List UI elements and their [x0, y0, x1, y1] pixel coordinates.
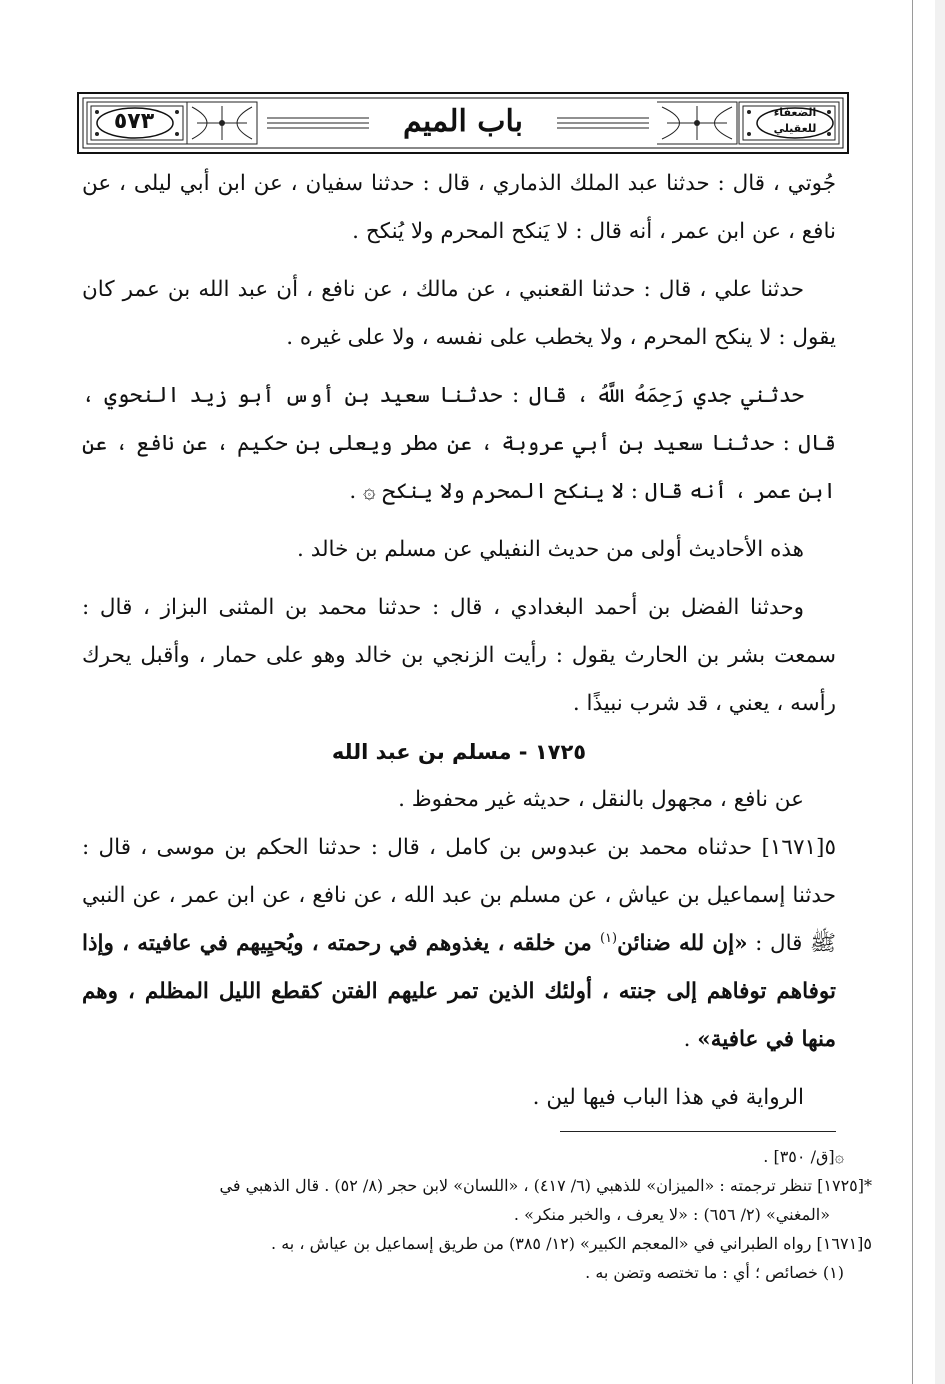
paragraph-7 [82, 824, 836, 1064]
chapter-title: باب الميم [402, 104, 523, 139]
footnote-1725: *[١٧٢٥] تنظر ترجمته : «الميزان» للذهبي (٦/ ٤١٧) ، «اللسان» لابن حجر (٨/ ٥٢) . قال الذهبي في [219, 1176, 872, 1195]
page-edge-shade [935, 0, 945, 1384]
paragraph-4: هذه الأحاديث أولى من حديث النفيلي عن مسلم بن خالد . [297, 537, 804, 562]
footnote-manuscript: ۞[ق/ ٣٥٠] . [763, 1147, 844, 1166]
book-name-line2: للعقيلي [773, 122, 817, 135]
book-name-line1: الضعفاء [773, 106, 817, 119]
page-edge-line [912, 0, 913, 1384]
footnote-divider [560, 1131, 836, 1132]
hadith-matn-start: «إن لله ضنائن [617, 931, 748, 956]
paragraph-6: عن نافع ، مجهول بالنقل ، حديثه غير محفوظ . [398, 787, 804, 812]
paragraph-3: حدثني جدي رَحِمَهُ اللَّهُ ، قال : حدثنا سعيد بن أوس أبو زيد النحوي ، قال : حدثنا سعيد بن أبي عروبة ، عن مطر ويعلى بن حكيم ، عن نافع ، عن ابن عمر ، أنه قال : لا ينكح المحرم ولا ينكح ۞ . [82, 383, 836, 504]
page-number: ٥٧٣ [113, 109, 155, 134]
footnote-1671: ٥[١٦٧١] رواه الطبراني في «المعجم الكبير» (١٢/ ٣٨٥) من طريق إسماعيل بن عياش ، به . [271, 1234, 872, 1253]
entry-title: ١٧٢٥ - مسلم بن عبد الله [331, 740, 587, 764]
hadith-matn: من خلقه ، يغذوهم في رحمته ، ويُحيِيهم في عافيته ، وإذا توفاهم توفاهم إلى جنته ، أولئك الذين تمر عليهم الفتن كقطع الليل المظلم ، وهم منها في عافية» [82, 931, 836, 1052]
footnotes [82, 1142, 872, 1287]
footnote-ref-1: (١) [599, 930, 618, 946]
paragraph-2: حدثنا علي ، قال : حدثنا القعنبي ، عن مالك ، عن نافع ، أن عبد الله بن عمر كان يقول : لا ينكح المحرم ، ولا يخطب على نفسه ، ولا على غيره . [82, 277, 836, 350]
paragraph-1: جُوتي ، قال : حدثنا عبد الملك الذماري ، قال : حدثنا سفيان ، عن ابن أبي ليلى ، عن نافع ، عن ابن عمر ، أنه قال : لا يَنكح المحرم ولا يُنكح . [82, 171, 836, 244]
paragraph-8: الرواية في هذا الباب فيها لين . [532, 1085, 804, 1110]
hadith-isnad: ٥[١٦٧١] حدثناه محمد بن عبدوس بن كامل ، قال : حدثنا الحكم بن موسى ، قال : حدثنا إسماعيل بن عياش ، عن مسلم بن عبد الله ، عن نافع ، عن ابن عمر ، عن النبي ﷺ قال : [82, 835, 836, 956]
footnote-1725-cont: «المغني» (٢/ ٦٥٦) : «لا يعرف ، والخبر منكر» . [513, 1205, 830, 1224]
hadith-end: . [683, 1027, 698, 1052]
main-text [82, 160, 836, 1122]
paragraph-5: وحدثنا الفضل بن أحمد البغدادي ، قال : حدثنا محمد بن المثنى البزاز ، قال : سمعت بشر بن الحارث يقول : رأيت الزنجي بن خالد وهو على حمار ، وأقبل يحرك رأسه ، يعني ، قد شرب نبيذًا . [82, 595, 836, 716]
book-name [757, 105, 833, 137]
page-header [77, 92, 849, 154]
footnote-1: (١) خصائص ؛ أي : ما تختصه وتضن به . [585, 1263, 844, 1282]
